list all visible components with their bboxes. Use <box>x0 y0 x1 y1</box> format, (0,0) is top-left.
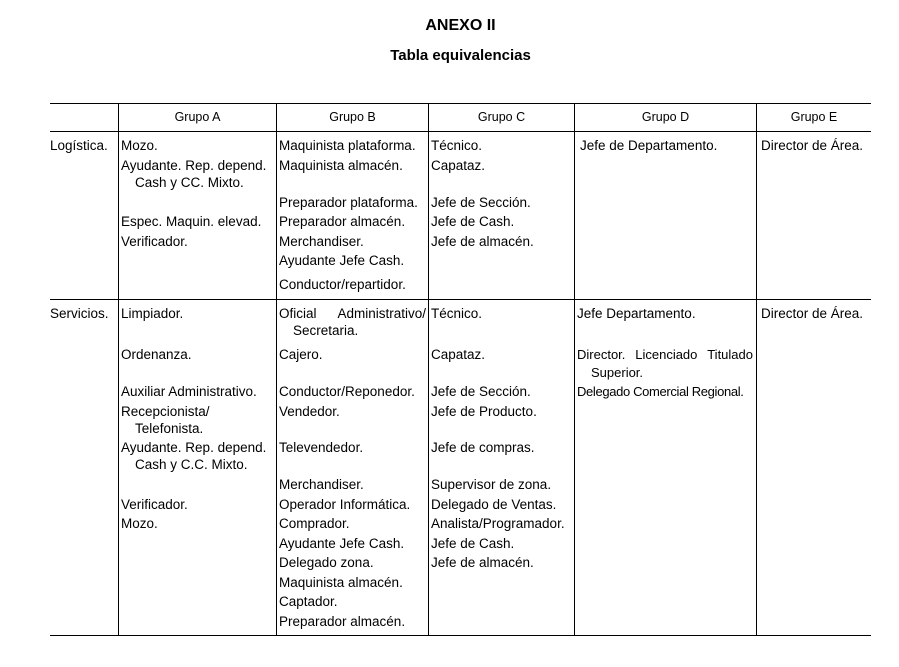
cell-word: Titulado <box>707 347 753 362</box>
table-top-rule <box>50 103 871 104</box>
table-cell: Cajero. <box>279 347 323 362</box>
table-bottom-rule <box>50 635 871 636</box>
table-cell: Superior. <box>591 365 644 380</box>
header-grupo-c: Grupo C <box>477 110 526 124</box>
table-cell: Merchandiser. <box>279 234 364 249</box>
column-rule <box>276 103 277 635</box>
table-cell: Jefe de almacén. <box>431 555 534 570</box>
table-cell: Capataz. <box>431 158 486 173</box>
table-cell: Capataz. <box>431 347 486 362</box>
table-subtitle: Tabla equivalencias <box>390 47 531 64</box>
table-cell: Ayudante. Rep. depend. <box>121 158 267 173</box>
annex-title: ANEXO II <box>425 17 496 34</box>
row-divider-rule <box>50 299 871 300</box>
table-cell: Auxiliar Administrativo. <box>121 384 257 399</box>
table-cell: Ayudante. Rep. depend. <box>121 440 267 455</box>
table-cell: Verificador. <box>121 497 188 512</box>
table-cell: Vendedor. <box>279 404 340 419</box>
cell-word: Administrativo/ <box>337 306 426 321</box>
cell-word: Licenciado <box>635 347 698 362</box>
table-cell: Mozo. <box>121 138 158 153</box>
table-cell: Ayudante Jefe Cash. <box>279 253 405 268</box>
cell-word: Oficial <box>279 306 317 321</box>
table-cell: Jefe de Departamento. <box>580 138 718 153</box>
row-label-servicios: Servicios. <box>50 306 109 321</box>
column-rule <box>574 103 575 635</box>
table-cell: Analista/Programador. <box>431 516 565 531</box>
table-cell: Mozo. <box>121 516 158 531</box>
table-cell: Maquinista plataforma. <box>279 138 416 153</box>
header-grupo-a: Grupo A <box>174 110 221 124</box>
table-cell: Técnico. <box>431 138 483 153</box>
header-grupo-e: Grupo E <box>790 110 838 124</box>
table-cell: Preparador plataforma. <box>279 195 418 210</box>
table-cell: Técnico. <box>431 306 483 321</box>
table-cell: Maquinista almacén. <box>279 158 403 173</box>
table-cell: Delegado Comercial Regional. <box>577 384 744 399</box>
table-cell: Director de Área. <box>761 138 864 153</box>
table-cell: Captador. <box>279 594 338 609</box>
table-cell: Ayudante Jefe Cash. <box>279 536 405 551</box>
table-cell: Delegado zona. <box>279 555 374 570</box>
header-bottom-rule <box>50 131 871 132</box>
table-cell: Cash y CC. Mixto. <box>135 175 244 190</box>
table-cell: Espec. Maquin. elevad. <box>121 214 262 229</box>
table-cell: Jefe de Sección. <box>431 384 531 399</box>
table-cell: Conductor/repartidor. <box>279 277 406 292</box>
table-cell: Verificador. <box>121 234 188 249</box>
table-cell: Operador Informática. <box>279 497 411 512</box>
table-cell: Jefe de compras. <box>431 440 535 455</box>
table-cell: Preparador almacén. <box>279 214 406 229</box>
table-cell: Recepcionista/ <box>121 404 210 419</box>
table-cell: Cash y C.C. Mixto. <box>135 457 248 472</box>
column-rule <box>756 103 757 635</box>
table-cell: Comprador. <box>279 516 350 531</box>
table-cell: Preparador almacén. <box>279 614 406 629</box>
row-label-logistica: Logística. <box>50 138 108 153</box>
table-cell: Jefe de Producto. <box>431 404 537 419</box>
table-cell: Televendedor. <box>279 440 364 455</box>
column-rule <box>428 103 429 635</box>
column-rule <box>118 103 119 635</box>
table-cell: Secretaria. <box>293 323 359 338</box>
table-cell: Jefe de Cash. <box>431 536 515 551</box>
table-cell: Conductor/Reponedor. <box>279 384 415 399</box>
table-cell <box>279 306 426 322</box>
table-cell: Jefe Departamento. <box>577 306 696 321</box>
table-cell <box>577 347 753 363</box>
table-cell: Jefe de Cash. <box>431 214 515 229</box>
table-cell: Supervisor de zona. <box>431 477 552 492</box>
table-cell: Ordenanza. <box>121 347 192 362</box>
table-cell: Limpiador. <box>121 306 184 321</box>
header-grupo-b: Grupo B <box>329 110 376 124</box>
table-cell: Jefe de Sección. <box>431 195 531 210</box>
table-cell: Jefe de almacén. <box>431 234 534 249</box>
table-cell: Telefonista. <box>135 421 204 436</box>
header-grupo-d: Grupo D <box>641 110 690 124</box>
table-cell: Merchandiser. <box>279 477 364 492</box>
cell-word: Director. <box>577 347 626 362</box>
table-cell: Maquinista almacén. <box>279 575 403 590</box>
table-cell: Delegado de Ventas. <box>431 497 557 512</box>
table-cell: Director de Área. <box>761 306 864 321</box>
